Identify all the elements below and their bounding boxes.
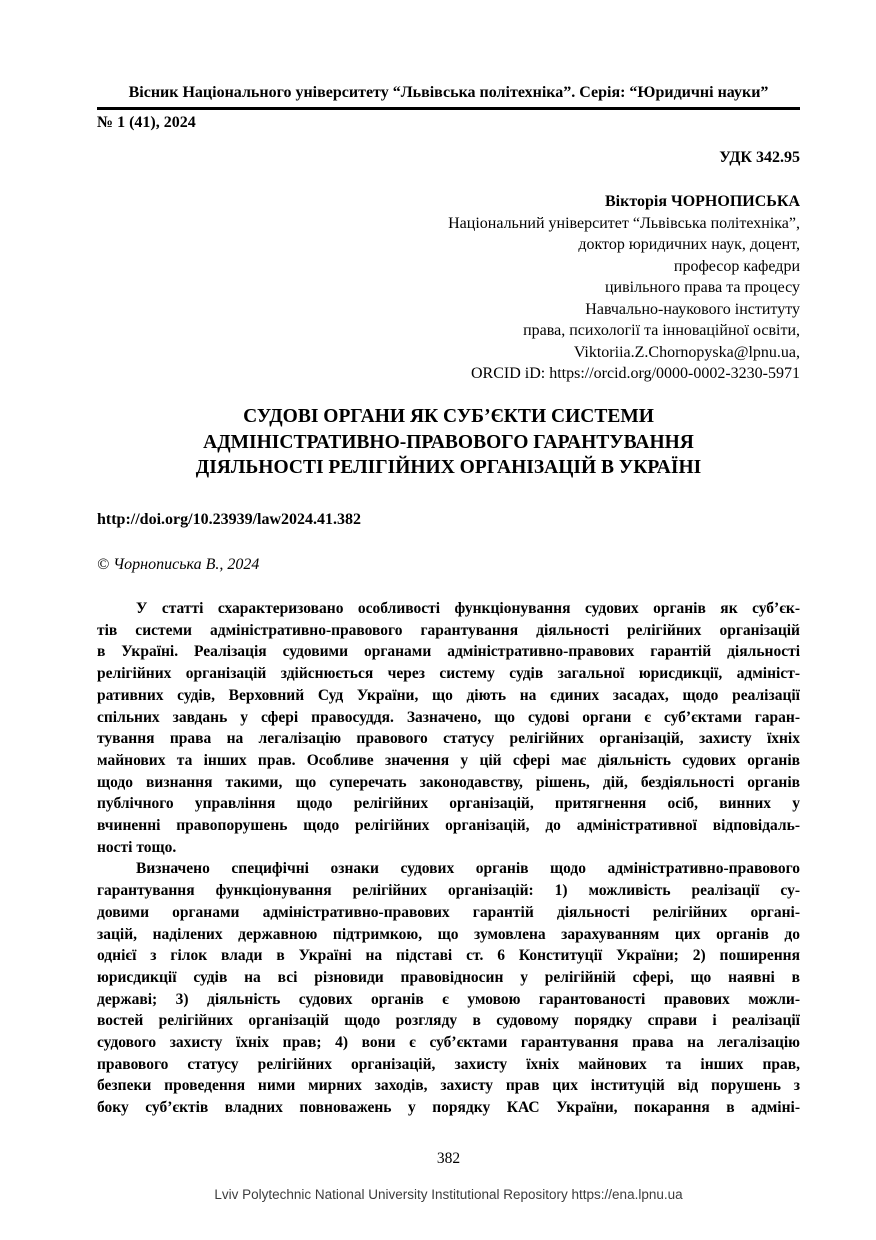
text-line: Визначено специфічні ознаки судових органів щодо адміністративно-правового bbox=[136, 860, 800, 878]
text-line: спільних завдань у сфері правосуддя. Зазначено, що судові органи є суб’єктами гаран- bbox=[97, 708, 800, 726]
abstract bbox=[97, 598, 800, 1119]
article-title bbox=[97, 404, 800, 481]
text-line: Навчально-наукового інституту bbox=[585, 300, 800, 318]
page-number: 382 bbox=[436, 1150, 461, 1167]
text-line: Viktoriia.Z.Chornopyska@lpnu.ua, bbox=[573, 343, 800, 361]
udc-code: УДК 342.95 bbox=[719, 149, 800, 166]
text-line: майнових та інших прав. Особливе значення у цій сфері має діяльність судових органів bbox=[97, 751, 800, 769]
text-line: правового статусу релігійних організацій, захисту їхніх майнових та інших прав, bbox=[97, 1055, 800, 1073]
text-line: ності тощо. bbox=[97, 838, 177, 856]
journal-header bbox=[97, 83, 800, 133]
text-line: публічного управління щодо релігійних організацій, притягнення осіб, винних у bbox=[97, 795, 800, 813]
text-line: права, психології та інноваційної освіти, bbox=[523, 322, 800, 339]
text-line: доктор юридичних наук, доцент, bbox=[578, 236, 800, 253]
text-line: ORCID iD: https://orcid.org/0000-0002-3230-5971 bbox=[470, 365, 800, 382]
text-line: У статті схарактеризовано особливості функціонування судових органів як суб’єк- bbox=[136, 600, 800, 617]
doi-text: http://doi.org/10.23939/law2024.41.382 bbox=[97, 511, 362, 528]
text-line: однієї з гілок влади в Україні на підставі ст. 6 Конституції України; 2) поширення bbox=[97, 947, 800, 965]
text-line: судового захисту їхніх прав; 4) вони є суб’єктами гарантування права на легалізацію bbox=[97, 1034, 800, 1052]
text-line: ративних судів, Верховний Суд України, що діють на єдиних засадах, щодо реалізації bbox=[97, 686, 800, 704]
text-line: востей релігійних організацій щодо розгляду в судовому порядку справи і реалізації bbox=[97, 1012, 800, 1030]
author-name: Вікторія ЧОРНОПИСЬКА bbox=[604, 193, 800, 210]
text-line: АДМІНІСТРАТИВНО-ПРАВОВОГО ГАРАНТУВАННЯ bbox=[203, 431, 694, 453]
text-line: зацій, наділених державною підтримкою, що зумовлена зарахуванням цих органів до bbox=[97, 925, 800, 943]
text-line: в Україні. Реалізація судовими органами адміністративно-правових гарантій діяльності bbox=[97, 643, 800, 661]
author-affiliation bbox=[97, 213, 800, 385]
text-line: боку суб’єктів владних повноважень у порядку КАС України, покарання в адміні- bbox=[97, 1099, 800, 1117]
text-line: релігійних організацій здійснюється через систему судів загальної юрисдикції, адмініст- bbox=[97, 665, 800, 683]
repository-footer: Lviv Polytechnic National University Institutional Repository https://ena.lpnu.ua bbox=[214, 1187, 683, 1202]
text-line: державі; 3) діяльність судових органів є умовою гарантованості правових можли- bbox=[97, 990, 800, 1008]
issue-number: № 1 (41), 2024 bbox=[97, 114, 196, 131]
abstract-paragraph-2 bbox=[97, 858, 800, 1118]
author-block bbox=[97, 191, 800, 385]
text-line: цивільного права та процесу bbox=[604, 279, 800, 296]
text-line: безпеки проведення ними мирних заходів, захисту прав цих інституцій від порушень з bbox=[97, 1077, 800, 1095]
text-line: довими органами адміністративно-правових гарантій діяльності релігійних органі- bbox=[97, 903, 800, 921]
journal-title: Вісник Національного університету “Львівська політехніка”. Серія: “Юридичні науки” bbox=[97, 83, 800, 110]
text-line: тів системи адміністративно-правового гарантування діяльності релігійних організацій bbox=[97, 621, 800, 639]
text-line: щодо визнання такими, що суперечать законодавству, рішень, дій, бездіяльності органів bbox=[97, 773, 800, 791]
text-line: тування права на легалізацію правового статусу релігійних організацій, захисту їхніх bbox=[97, 730, 800, 748]
copyright-line: © Чорнописька В., 2024 bbox=[97, 556, 260, 573]
text-line: СУДОВІ ОРГАНИ ЯК СУБ’ЄКТИ СИСТЕМИ bbox=[243, 406, 654, 427]
text-line: вчиненні правопорушень щодо релігійних організацій, до адміністративної відповідаль- bbox=[97, 817, 800, 835]
text-line: гарантування функціонування релігійних організацій: 1) можливість реалізації су- bbox=[97, 882, 800, 900]
text-line: Національний університет “Львівська політехніка”, bbox=[448, 214, 800, 232]
text-line: професор кафедри bbox=[673, 257, 800, 275]
text-line: юрисдикції судів на всі різновиди правовідносин у релігійній сфері, що наявні в bbox=[97, 968, 800, 986]
abstract-paragraph-1 bbox=[97, 598, 800, 858]
text-line: ДІЯЛЬНОСТІ РЕЛІГІЙНИХ ОРГАНІЗАЦІЙ В УКРАЇНІ bbox=[195, 457, 702, 478]
